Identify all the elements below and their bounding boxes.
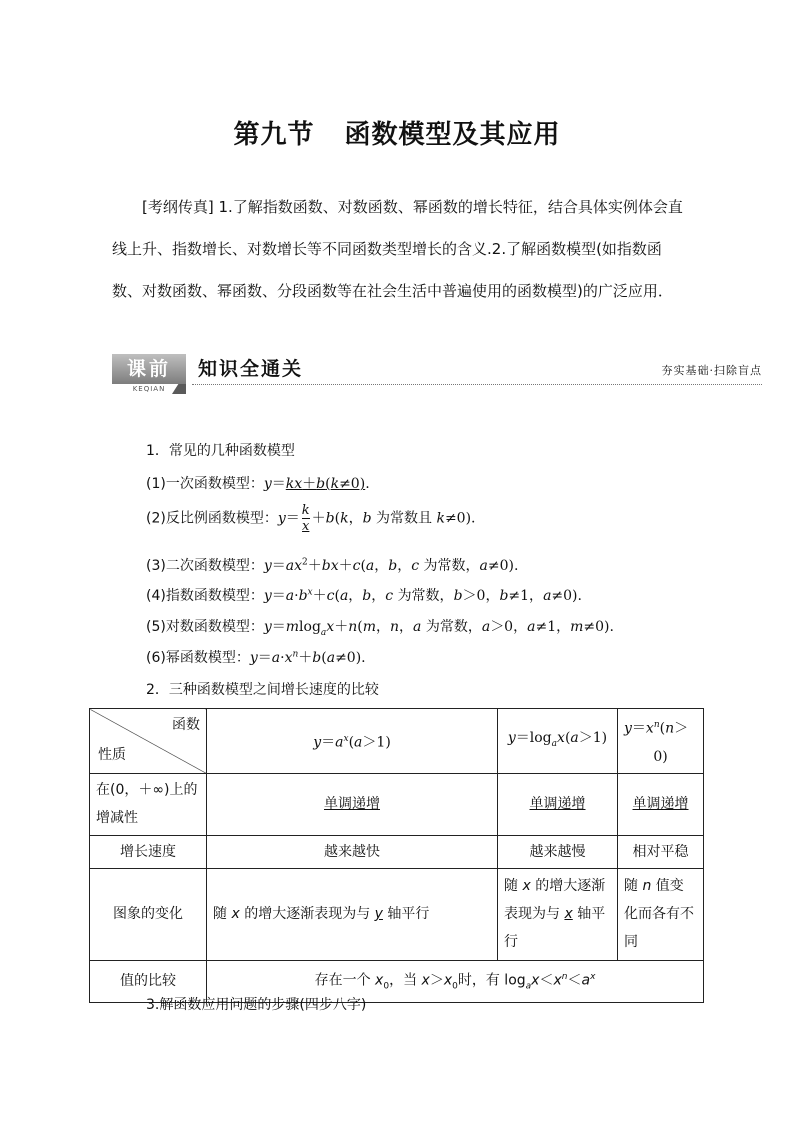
section3-heading: 3.解函数应用问题的步骤(四步八字): [146, 997, 367, 1013]
row-compare-label: 值的比较: [90, 960, 207, 1002]
cell-exp-growth: 越来越快: [207, 835, 498, 868]
table-header-row: [90, 709, 704, 774]
table-row: [90, 773, 704, 835]
title-section-number: 第九节: [233, 120, 315, 150]
section-banner: [112, 352, 762, 400]
syllabus-tag: [考纲传真]: [142, 198, 214, 216]
table-row: [90, 835, 704, 868]
fraction-k-over-x: $\frac{k}{x}$: [301, 503, 310, 534]
syllabus-intro: [112, 186, 684, 312]
header-power: $y=x^n(n>$ 0): [618, 709, 704, 774]
row-growth-label: 增长速度: [90, 835, 207, 868]
table-row: [90, 868, 704, 960]
comparison-table: [89, 708, 704, 1003]
cell-compare: 存在一个 $x_0$，当 $x>x_0$时，有 $\log_ax<x^n<a^x$: [207, 960, 704, 1002]
page-title: [0, 114, 794, 151]
header-exponential: $y=a^x(a>1)$: [207, 709, 498, 774]
title-topic: 函数模型及其应用: [344, 120, 561, 150]
section1-heading: 1．常见的几种函数模型: [146, 443, 295, 459]
cell-pow-growth: 相对平稳: [618, 835, 704, 868]
model-logarithmic: (5)对数函数模型：y＝mlog$_a$x＋n(m，n，a 为常数，a＞0，a≠1，m≠0).: [146, 619, 614, 638]
cell-log-graph: 随 x 的增大逐渐表现为与 x 轴平行: [498, 868, 618, 960]
row-graph-label: 图象的变化: [90, 868, 207, 960]
banner-tag-pinyin: KEQIAN: [132, 385, 166, 393]
model-quadratic: (3)二次函数模型：$y=ax^2+bx+c(a$，b，c 为常数，a≠0).: [146, 557, 519, 574]
banner-motto: 夯实基础·扫除盲点: [661, 364, 762, 377]
section2-heading: 2．三种函数模型之间增长速度的比较: [146, 682, 379, 698]
model-exponential: (4)指数函数模型：$y=a\cdot b^x+c(a$，b，c 为常数，b＞0，b≠1，a≠0).: [146, 587, 582, 604]
cell-log-monotonic: 单调递增: [498, 773, 618, 835]
banner-heading: 知识全通关: [198, 358, 304, 380]
cell-pow-monotonic: 单调递增: [618, 773, 704, 835]
model-linear: (1)一次函数模型：y＝kx＋b(k≠0).: [146, 476, 370, 492]
row-monotonicity-label: 在(0，＋∞)上的增减性: [90, 773, 207, 835]
cell-log-growth: 越来越慢: [498, 835, 618, 868]
cell-exp-monotonic: 单调递增: [207, 773, 498, 835]
cell-pow-graph: 随 n 值变化而各有不同: [618, 868, 704, 960]
syllabus-text: 1.了解指数函数、对数函数、幂函数的增长特征，结合具体实例体会直线上升、指数增长、对数增长等不同函数类型增长的含义.2.了解函数模型(如指数函数、对数函数、幂函数、分段函数等在社会生活中普遍使用的函数模型)的广泛应用．: [112, 198, 683, 300]
table-corner-cell: 函数 性质: [90, 709, 207, 774]
cell-exp-graph: 随 x 的增大逐渐表现为与 y 轴平行: [207, 868, 498, 960]
model-inverse: (2)反比例函数模型：y＝ $\frac{k}{x}$ ＋b(k，b 为常数且 k≠0).: [146, 503, 476, 534]
header-logarithmic: $y=\log_ax(a>1)$: [498, 709, 618, 774]
banner-dotted-rule: [192, 384, 762, 385]
model-power: (6)幂函数模型：$y=a\cdot x^n+b(a\ne 0)$.: [146, 649, 366, 666]
banner-tag: 课前: [112, 354, 186, 384]
